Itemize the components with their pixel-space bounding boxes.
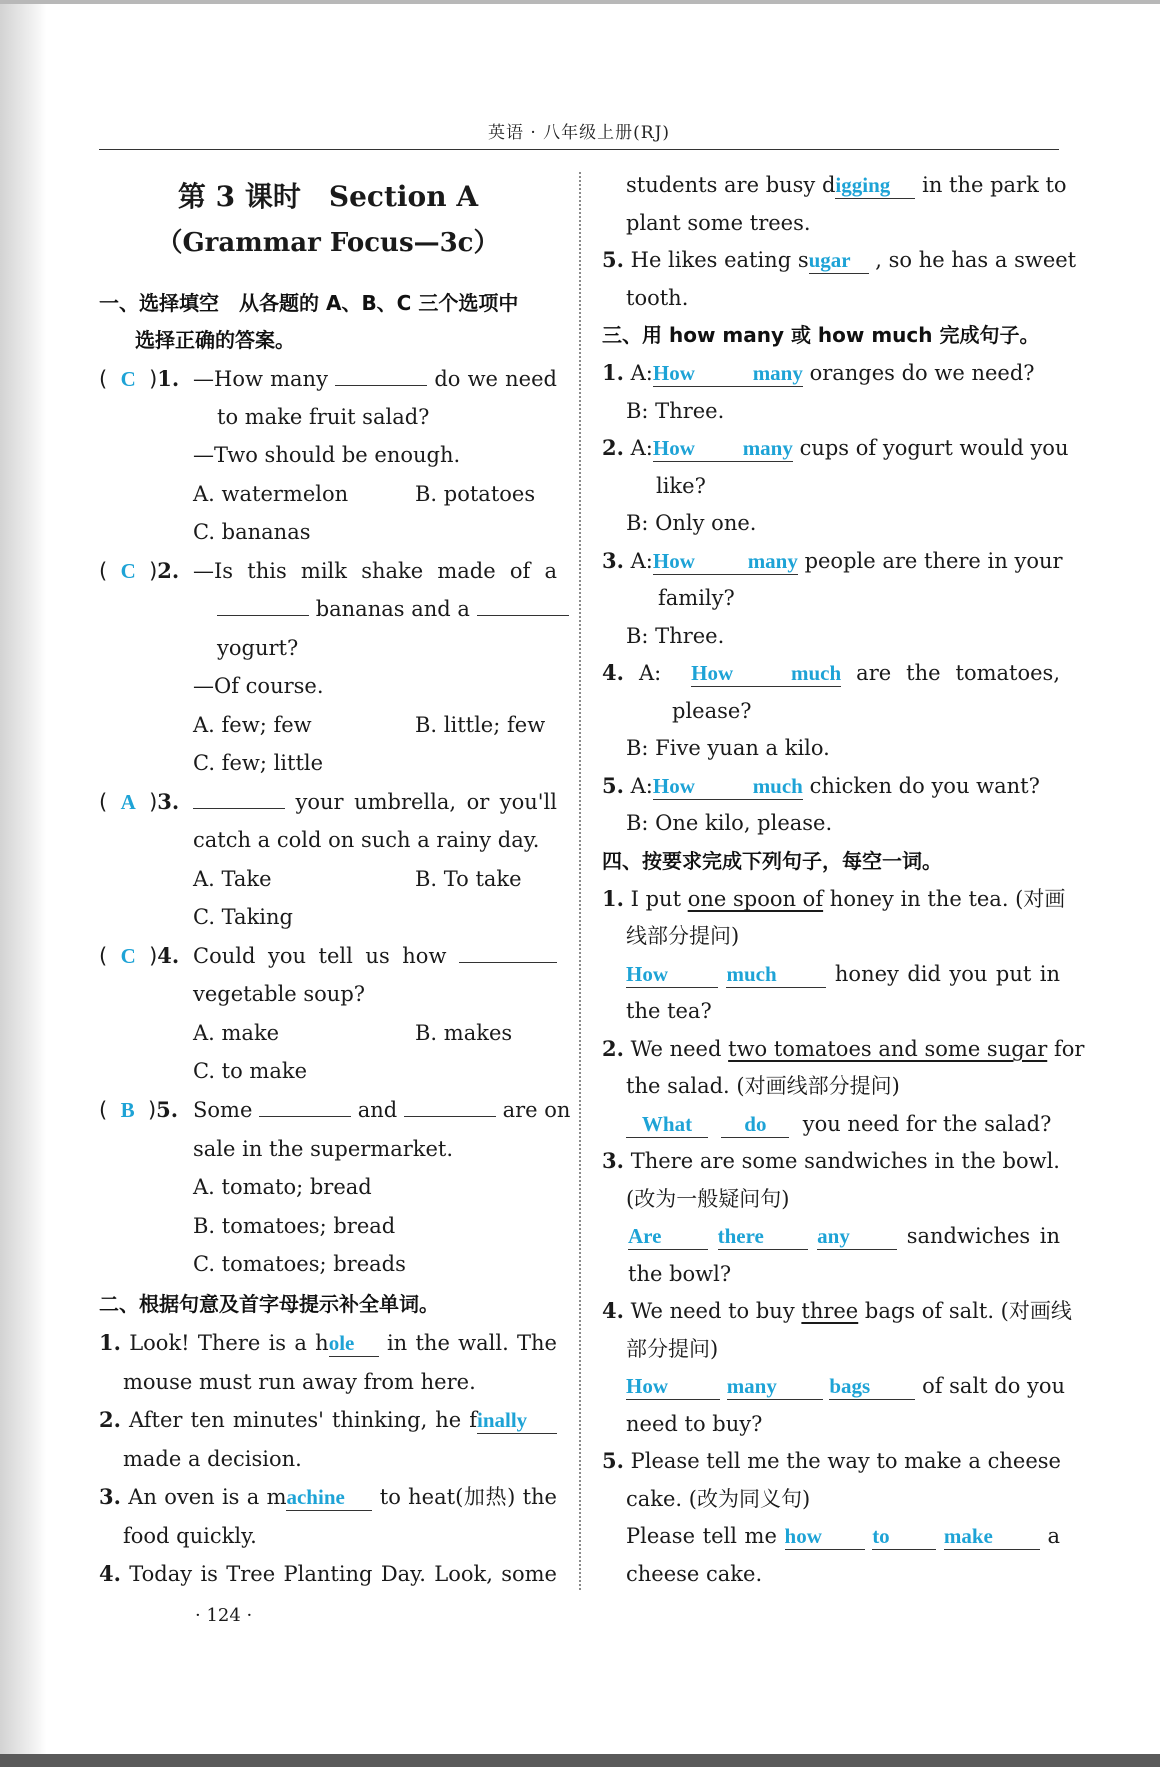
q4-line-2: vegetable soup? — [193, 982, 366, 1006]
answer-letter: B — [120, 1098, 135, 1122]
blank — [217, 615, 309, 616]
rewrite-question-1-line-4: the tea? — [626, 999, 712, 1023]
answer-word: How — [626, 961, 718, 988]
blank — [459, 962, 557, 963]
answer-word: igging — [835, 172, 915, 199]
rewrite-question-4-line-2: 部分提问) — [626, 1337, 719, 1361]
q1-line-3: —Two should be enough. — [193, 443, 461, 467]
rewrite-question-5-answer: Please tell me how to make a — [626, 1524, 1060, 1548]
word-question-3: 3. An oven is a machine to heat(加热) the — [99, 1484, 557, 1509]
q2-line-2: bananas and a — [217, 594, 557, 624]
q2-line-4: —Of course. — [193, 674, 324, 698]
word-question-2: 2. After ten minutes' thinking, he finally — [99, 1405, 557, 1435]
word-question-4: 4. Today is Tree Planting Day. Look, some — [99, 1561, 557, 1586]
choice-question-5: ( B )5. — [99, 1097, 179, 1122]
word-question-3-line-2: food quickly. — [123, 1524, 257, 1548]
header-rule — [99, 149, 1059, 150]
answer-word: make — [944, 1523, 1040, 1550]
top-border — [0, 0, 1160, 4]
word-question-4-line-3: plant some trees. — [626, 211, 811, 235]
rewrite-question-4-line-4: need to buy? — [626, 1412, 763, 1436]
answer-letter: C — [120, 367, 136, 391]
rewrite-question-3-line-4: the bowl? — [628, 1262, 732, 1286]
answer-letter: C — [120, 944, 136, 968]
answer-word: there — [718, 1223, 808, 1250]
answer-word: many — [727, 1373, 823, 1400]
running-header: 英语 · 八年级上册(RJ) — [487, 123, 671, 143]
q3-option-a: A. Take — [193, 867, 272, 891]
answer-word: ole — [329, 1330, 379, 1357]
q1-line-2: to make fruit salad? — [217, 405, 430, 429]
q3-option-c: C. Taking — [193, 905, 293, 929]
answer-word: how — [785, 1523, 865, 1550]
word-question-5-line-2: tooth. — [626, 286, 689, 310]
lesson-title: 第 3 课时 Section A — [177, 180, 479, 213]
answer-phrase: How much — [691, 661, 842, 685]
choice-question-4: ( C )4. — [99, 943, 180, 968]
how-question-2: 2. A:How many cups of yogurt would you — [602, 435, 1069, 460]
q5-option-a: A. tomato; bread — [193, 1175, 372, 1199]
how-question-3: 3. A:How many people are there in your — [602, 548, 1063, 573]
answer-phrase: How much — [652, 774, 803, 798]
rewrite-question-1-answer: How much honey did you put in — [626, 962, 1060, 986]
answer-phrase: How many — [652, 361, 803, 385]
q5-line-1: Some and are on — [193, 1098, 571, 1122]
word-question-4-line-2: students are busy digging in the park to — [626, 173, 1067, 197]
how-question-5-reply: B: One kilo, please. — [626, 811, 833, 835]
section-4-title: 四、按要求完成下列句子，每空一词。 — [602, 849, 942, 873]
choice-question-3: ( A )3. — [99, 789, 180, 814]
section-1-title-cont: 选择正确的答案。 — [135, 328, 295, 352]
rewrite-question-2-line-2: the salad. (对画线部分提问) — [626, 1074, 900, 1098]
q1-option-b: B. potatoes — [415, 482, 536, 506]
section-3-title: 三、用 how many 或 how much 完成句子。 — [602, 323, 1040, 347]
page-number: · 124 · — [195, 1605, 253, 1626]
q4-line-1: Could you tell us how — [193, 941, 557, 971]
page-shadow — [0, 0, 46, 1767]
how-question-4-reply: B: Five yuan a kilo. — [626, 736, 830, 760]
q1-option-c: C. bananas — [193, 520, 311, 544]
section-1-title: 一、选择填空 从各题的 A、B、C 三个选项中 — [99, 291, 519, 315]
how-question-3-cont: family? — [658, 586, 735, 610]
section-2-title: 二、根据句意及首字母提示补全单词。 — [99, 1292, 439, 1316]
rewrite-question-2-answer: What do you need for the salad? — [626, 1109, 1051, 1139]
answer-phrase: How many — [652, 549, 798, 573]
word-question-5: 5. He likes eating sugar , so he has a sweet — [602, 247, 1077, 272]
column-divider — [579, 172, 581, 1590]
rewrite-question-3-line-2: (改为一般疑问句) — [626, 1187, 790, 1211]
q4-option-b: B. makes — [415, 1021, 513, 1045]
lesson-subtitle: （Grammar Focus—3c） — [156, 228, 500, 258]
q2-line-1: —Is this milk shake made of a — [193, 559, 557, 583]
how-question-4: 4. A: How much are the tomatoes, — [602, 660, 1060, 685]
answer-word: much — [726, 961, 826, 988]
rewrite-question-1: 1. I put one spoon of honey in the tea. (对画 — [602, 886, 1066, 911]
blank — [335, 385, 427, 386]
answer-word: ugar — [809, 247, 869, 274]
blank — [193, 808, 285, 809]
q5-line-2: sale in the supermarket. — [193, 1137, 454, 1161]
blank — [259, 1116, 351, 1117]
how-question-2-cont: like? — [656, 474, 706, 498]
choice-question-2: ( C )2. — [99, 558, 180, 583]
rewrite-question-5-line-4: cheese cake. — [626, 1562, 763, 1586]
word-question-1-line-2: mouse must run away from here. — [123, 1370, 476, 1394]
answer-word: achine — [286, 1484, 372, 1511]
choice-question-1: ( C )1. — [99, 366, 180, 391]
answer-word: Are — [628, 1223, 708, 1250]
answer-word: What — [626, 1111, 708, 1138]
q1-line-1: —How many do we need — [193, 367, 557, 391]
blank — [477, 615, 569, 616]
bottom-border — [0, 1754, 1160, 1767]
q2-option-c: C. few; little — [193, 751, 324, 775]
answer-word: inally — [477, 1407, 557, 1434]
q5-option-c: C. tomatoes; breads — [193, 1252, 406, 1276]
q5-option-b: B. tomatoes; bread — [193, 1214, 396, 1238]
rewrite-question-3: 3. There are some sandwiches in the bowl. — [602, 1148, 1060, 1173]
q2-option-b: B. little; few — [415, 713, 546, 737]
q2-option-a: A. few; few — [193, 713, 312, 737]
answer-letter: C — [120, 559, 136, 583]
q3-line-2: catch a cold on such a rainy day. — [193, 828, 540, 852]
rewrite-question-4: 4. We need to buy three bags of salt. (对画线 — [602, 1298, 1072, 1323]
q3-option-b: B. To take — [415, 867, 522, 891]
rewrite-question-2: 2. We need two tomatoes and some sugar for — [602, 1036, 1085, 1061]
answer-word: How — [626, 1373, 720, 1400]
word-question-1: 1. Look! There is a hole in the wall. The — [99, 1330, 557, 1355]
how-question-1-reply: B: Three. — [626, 399, 725, 423]
answer-letter: A — [120, 790, 136, 814]
rewrite-question-3-answer: Are there any sandwiches in — [628, 1224, 1060, 1248]
answer-word: any — [817, 1223, 897, 1250]
how-question-4-cont: please? — [672, 699, 752, 723]
how-question-1: 1. A:How many oranges do we need? — [602, 360, 1035, 385]
word-question-2-line-2: made a decision. — [123, 1447, 302, 1471]
how-question-5: 5. A:How much chicken do you want? — [602, 773, 1040, 798]
rewrite-question-4-answer: How many bags of salt do you — [626, 1374, 1066, 1398]
rewrite-question-5-line-2: cake. (改为同义句) — [626, 1487, 811, 1511]
how-question-3-reply: B: Three. — [626, 624, 725, 648]
answer-word: bags — [829, 1373, 915, 1400]
answer-phrase: How many — [652, 436, 793, 460]
q3-line-1: your umbrella, or you'll — [193, 787, 557, 817]
answer-word: do — [721, 1111, 789, 1138]
how-question-2-reply: B: Only one. — [626, 511, 757, 535]
q4-option-a: A. make — [193, 1021, 280, 1045]
q1-option-a: A. watermelon — [193, 482, 349, 506]
rewrite-question-1-line-2: 线部分提问) — [626, 924, 740, 948]
q2-line-3: yogurt? — [217, 636, 299, 660]
q4-option-c: C. to make — [193, 1059, 308, 1083]
rewrite-question-5: 5. Please tell me the way to make a cheese — [602, 1448, 1061, 1473]
blank — [404, 1116, 496, 1117]
answer-word: to — [872, 1523, 936, 1550]
